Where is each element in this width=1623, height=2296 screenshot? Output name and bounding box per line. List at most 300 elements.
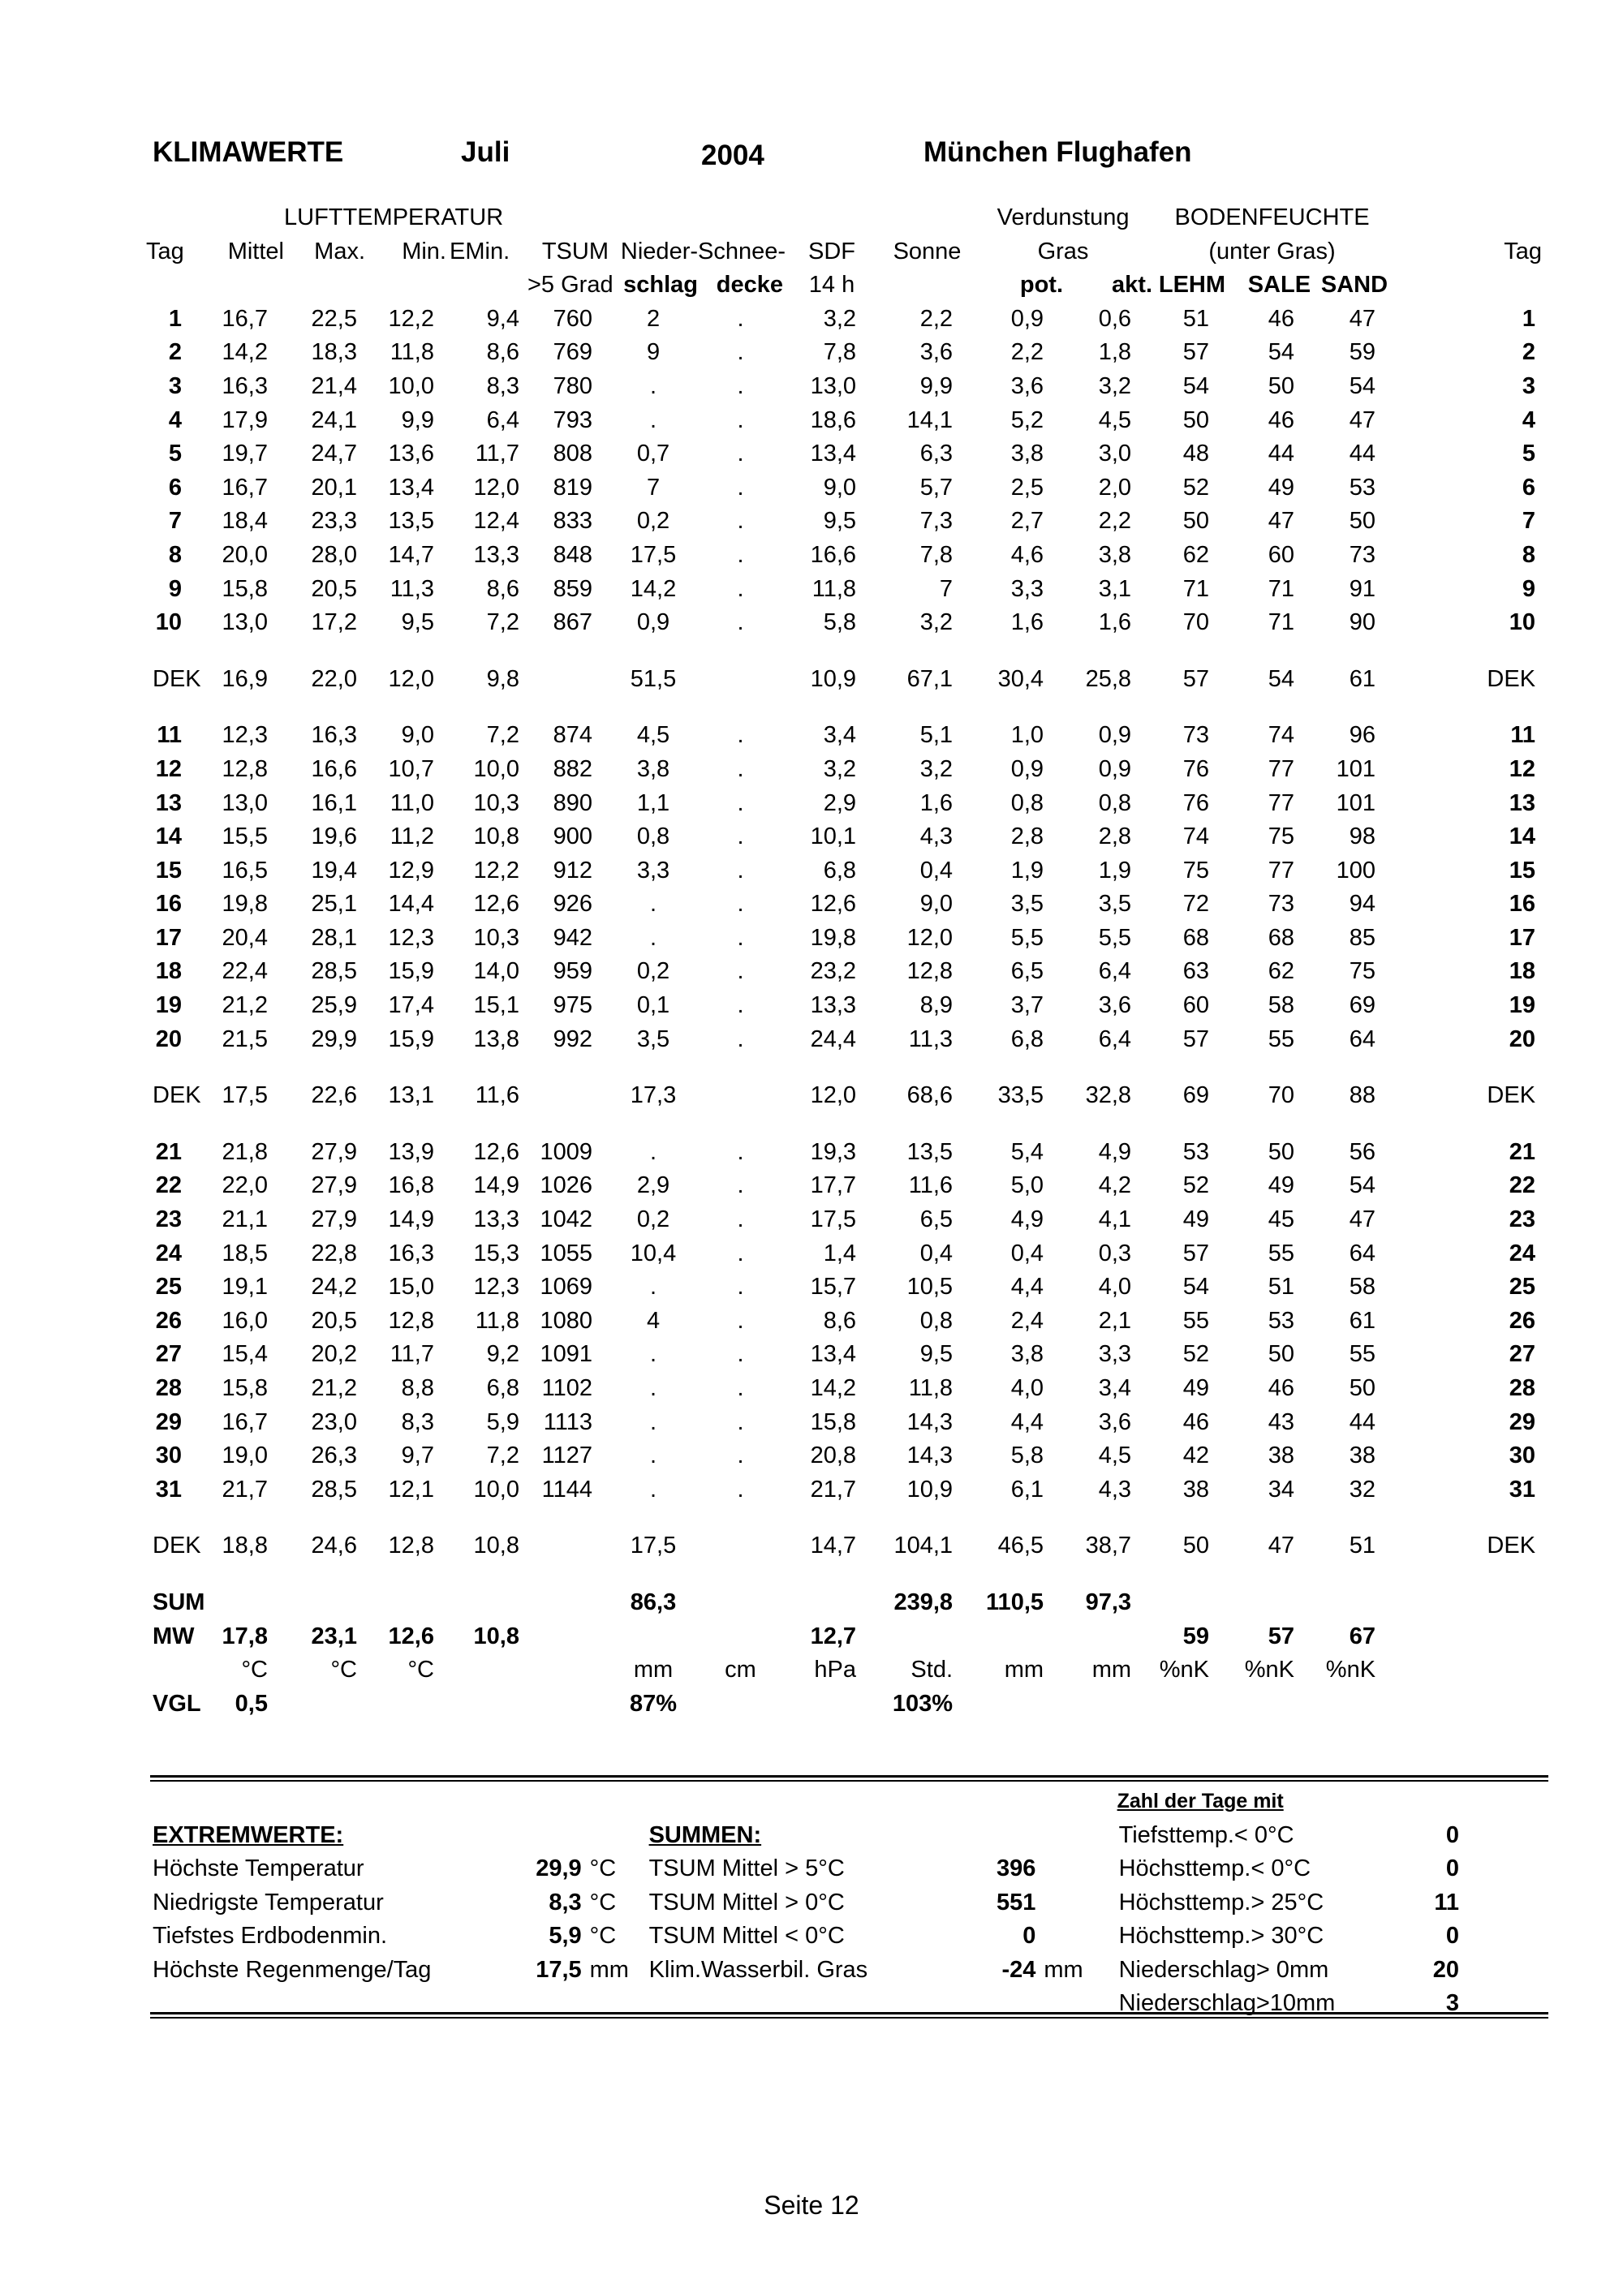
cell: 19,3 bbox=[810, 1138, 857, 1165]
footer-cell-zl: Tiefsttemp.< 0°C bbox=[1118, 1821, 1294, 1848]
cell: 17,4 bbox=[388, 992, 434, 1019]
cell: 19 bbox=[1509, 992, 1536, 1019]
cell: 3,5 bbox=[1010, 891, 1044, 918]
cell: 28 bbox=[155, 1375, 182, 1401]
cell: DEK bbox=[153, 665, 201, 692]
cell: . bbox=[737, 305, 744, 332]
footer-cell-el: Höchste Regenmenge/Tag bbox=[153, 1956, 432, 1983]
footer-cell-ev: 29,9 bbox=[536, 1855, 582, 1881]
cell: 24,1 bbox=[311, 406, 357, 433]
day-row bbox=[146, 922, 1542, 956]
double-rule-bottom-1 bbox=[150, 2012, 1548, 2014]
cell: 2 bbox=[646, 305, 661, 332]
cell: 27,9 bbox=[311, 1172, 357, 1199]
cell bbox=[698, 1620, 783, 1654]
cell: 73 bbox=[1182, 722, 1210, 749]
cell: 867 bbox=[553, 609, 593, 636]
cell: 7,8 bbox=[919, 541, 954, 568]
cell: 53 bbox=[1349, 474, 1376, 501]
cell: 0,9 bbox=[636, 609, 670, 636]
cell: 104,1 bbox=[893, 1533, 954, 1559]
cell: 15,8 bbox=[222, 1375, 268, 1401]
cell: 20,2 bbox=[311, 1341, 357, 1368]
cell: 11,6 bbox=[475, 1082, 519, 1109]
cell: 19,0 bbox=[222, 1443, 268, 1469]
cell: %nK bbox=[1325, 1657, 1376, 1683]
col-min: Min. bbox=[402, 238, 446, 264]
cell: 12,2 bbox=[473, 857, 519, 884]
cell: 47 bbox=[1349, 305, 1376, 332]
cell: 38,7 bbox=[1085, 1533, 1132, 1559]
cell: 4,5 bbox=[1098, 1443, 1132, 1469]
cell: . bbox=[737, 755, 744, 782]
day-row bbox=[146, 989, 1542, 1023]
footer-cell-sv bbox=[994, 1819, 1036, 1853]
cell: 54 bbox=[1268, 665, 1295, 692]
cell: 4,4 bbox=[1010, 1274, 1044, 1301]
cell: %nK bbox=[1159, 1657, 1210, 1683]
cell: 9 bbox=[1522, 575, 1536, 602]
cell: 77 bbox=[1268, 857, 1295, 884]
cell: 13,3 bbox=[810, 992, 857, 1019]
cell: 11,8 bbox=[908, 1375, 954, 1401]
day-row bbox=[146, 303, 1542, 337]
col-akt: akt. bbox=[1112, 272, 1153, 299]
cell: 12,9 bbox=[388, 857, 434, 884]
cell: 1080 bbox=[540, 1307, 593, 1334]
cell: 33,5 bbox=[997, 1082, 1044, 1109]
cell: 69 bbox=[1182, 1082, 1210, 1109]
cell: 12,6 bbox=[388, 1623, 434, 1649]
cell: 50 bbox=[1349, 508, 1376, 535]
report-month: Juli bbox=[461, 136, 510, 168]
cell: 10 bbox=[1509, 609, 1536, 636]
cell: 2,7 bbox=[1010, 508, 1044, 535]
cell: 30,4 bbox=[997, 665, 1044, 692]
cell: 22,0 bbox=[222, 1172, 268, 1199]
cell: 6 bbox=[168, 474, 182, 501]
footer-cell-eu: °C bbox=[589, 1855, 617, 1881]
footer-row bbox=[153, 1886, 1532, 1920]
cell: 890 bbox=[553, 789, 593, 816]
cell: 769 bbox=[553, 339, 593, 366]
cell: 49 bbox=[1182, 1206, 1210, 1233]
cell: 14,4 bbox=[388, 891, 434, 918]
col-14h: 14 h bbox=[808, 272, 855, 299]
cell: . bbox=[649, 891, 657, 918]
cell: 19,6 bbox=[311, 823, 357, 850]
cell: 21,7 bbox=[222, 1476, 268, 1503]
cell: 9,9 bbox=[919, 372, 954, 399]
cell: . bbox=[737, 857, 744, 884]
day-row bbox=[146, 437, 1542, 471]
cell: 56 bbox=[1349, 1138, 1376, 1165]
cell: DEK bbox=[1487, 665, 1536, 692]
cell: 9,2 bbox=[486, 1341, 519, 1368]
day-row bbox=[146, 539, 1542, 573]
cell: 16,1 bbox=[311, 789, 357, 816]
cell: 64 bbox=[1349, 1025, 1376, 1052]
cell: 15,0 bbox=[388, 1274, 434, 1301]
cell: 7 bbox=[1522, 508, 1536, 535]
cell: 19,1 bbox=[222, 1274, 268, 1301]
cell: 3 bbox=[168, 372, 182, 399]
cell: 5,2 bbox=[1010, 406, 1044, 433]
cell: 77 bbox=[1268, 789, 1295, 816]
cell: 19,8 bbox=[810, 924, 857, 951]
day-row bbox=[146, 505, 1542, 539]
cell: 57 bbox=[1182, 665, 1210, 692]
footer-cell-sv: 396 bbox=[996, 1855, 1036, 1881]
cell: 16,3 bbox=[311, 722, 357, 749]
footer-row bbox=[153, 1987, 1532, 2021]
cell: 2,8 bbox=[1098, 823, 1132, 850]
footer-title-row bbox=[153, 1785, 1532, 1819]
cell: 14,2 bbox=[630, 575, 677, 602]
cell: 54 bbox=[1182, 372, 1210, 399]
cell: . bbox=[737, 1307, 744, 1334]
footer-cell-zl: Höchsttemp.> 25°C bbox=[1118, 1889, 1324, 1915]
cell: DEK bbox=[1487, 1082, 1536, 1109]
cell: 4,3 bbox=[1098, 1476, 1132, 1503]
cell: 926 bbox=[553, 891, 593, 918]
cell: 19,8 bbox=[222, 891, 268, 918]
cell: 0,2 bbox=[636, 958, 670, 985]
cell: 28 bbox=[1509, 1375, 1536, 1401]
day-row bbox=[146, 1237, 1542, 1271]
cell: 38 bbox=[1182, 1476, 1210, 1503]
cell: 5 bbox=[168, 441, 182, 467]
footer-cell-ev: 8,3 bbox=[549, 1889, 582, 1915]
footer-cell-sl: TSUM Mittel < 0°C bbox=[648, 1923, 845, 1949]
cell: 8,6 bbox=[486, 339, 519, 366]
cell: 30 bbox=[1509, 1443, 1536, 1469]
cell: 1,4 bbox=[823, 1240, 857, 1266]
cell: . bbox=[737, 406, 744, 433]
footer-cell-ev: 5,9 bbox=[549, 1923, 582, 1949]
cell: 2,0 bbox=[1098, 474, 1132, 501]
col-schnee: Schnee- bbox=[698, 238, 786, 264]
cell: 43 bbox=[1268, 1408, 1295, 1435]
cell: 7,2 bbox=[486, 609, 519, 636]
cell: 75 bbox=[1182, 857, 1210, 884]
cell: 3,7 bbox=[1010, 992, 1044, 1019]
day-row bbox=[146, 1372, 1542, 1406]
cell: 4,2 bbox=[1098, 1172, 1132, 1199]
cell: 3,2 bbox=[919, 609, 954, 636]
cell: 23,2 bbox=[810, 958, 857, 985]
cell: 3,4 bbox=[823, 722, 857, 749]
cell: 2,9 bbox=[823, 789, 857, 816]
cell: 73 bbox=[1349, 541, 1376, 568]
cell: 7 bbox=[646, 474, 661, 501]
col-mittel: Mittel bbox=[227, 238, 284, 264]
cell bbox=[974, 1620, 1063, 1654]
decade-summary-row bbox=[146, 1529, 1542, 1563]
cell: 44 bbox=[1349, 1408, 1376, 1435]
cell: 28,5 bbox=[311, 958, 357, 985]
cell: 3,2 bbox=[823, 755, 857, 782]
cell bbox=[446, 1688, 527, 1722]
cell: 21,8 bbox=[222, 1138, 268, 1165]
cell: 18,5 bbox=[222, 1240, 268, 1266]
cell: 54 bbox=[1182, 1274, 1210, 1301]
page-number: Seite 12 bbox=[764, 2191, 859, 2220]
cell: 8 bbox=[168, 541, 182, 568]
row-gap bbox=[146, 1507, 1542, 1529]
col-nieder: Nieder- bbox=[620, 238, 699, 264]
footer-cell-zv: 11 bbox=[1434, 1889, 1459, 1915]
row-gap bbox=[146, 1563, 1542, 1586]
col-lehm: LEHM bbox=[1158, 272, 1226, 299]
day-row bbox=[146, 854, 1542, 888]
cell: 17,5 bbox=[222, 1082, 268, 1109]
cell: 45 bbox=[1268, 1206, 1295, 1233]
cell bbox=[1311, 1688, 1392, 1722]
cell: 11,8 bbox=[812, 575, 857, 602]
cell: 239,8 bbox=[893, 1589, 954, 1615]
gap-cell bbox=[146, 640, 1542, 663]
cell: 1069 bbox=[540, 1274, 593, 1301]
cell: . bbox=[649, 1408, 657, 1435]
footer-cell-eu bbox=[582, 1819, 649, 1853]
cell: 8,6 bbox=[823, 1307, 857, 1334]
cell: 3,2 bbox=[823, 305, 857, 332]
cell: 1009 bbox=[540, 1138, 593, 1165]
cell: 992 bbox=[553, 1025, 593, 1052]
cell: 14,2 bbox=[810, 1375, 857, 1401]
zahl-der-tage-title: Zahl der Tage mit bbox=[1117, 1790, 1284, 1812]
cell: 15,5 bbox=[222, 823, 268, 850]
cell: 44 bbox=[1349, 441, 1376, 467]
cell: 12,6 bbox=[473, 1138, 519, 1165]
cell: 3,8 bbox=[636, 755, 670, 782]
footer-cell-zl: Niederschlag> 0mm bbox=[1118, 1956, 1329, 1983]
cell: 23,1 bbox=[311, 1623, 357, 1649]
cell: 8,3 bbox=[401, 1408, 434, 1435]
cell: 72 bbox=[1182, 891, 1210, 918]
cell: 12,0 bbox=[906, 924, 954, 951]
cell: 2 bbox=[1522, 339, 1536, 366]
cell: 46 bbox=[1268, 305, 1295, 332]
cell: 24 bbox=[155, 1240, 182, 1266]
cell: 110,5 bbox=[986, 1589, 1044, 1615]
cell: 17,5 bbox=[630, 541, 677, 568]
double-rule-bottom-2 bbox=[150, 2017, 1548, 2019]
cell: 975 bbox=[553, 992, 593, 1019]
cell: 11,6 bbox=[908, 1172, 954, 1199]
day-row bbox=[146, 404, 1542, 438]
cell: 25,1 bbox=[311, 891, 357, 918]
cell bbox=[698, 663, 783, 697]
cell: 17,5 bbox=[630, 1533, 677, 1559]
cell: . bbox=[737, 339, 744, 366]
day-row bbox=[146, 820, 1542, 854]
cell: 50 bbox=[1268, 372, 1295, 399]
cell: 32 bbox=[1349, 1476, 1376, 1503]
footer-cell-zl: Niederschlag>10mm bbox=[1118, 1990, 1336, 2016]
cell: 808 bbox=[553, 441, 593, 467]
cell: 13,4 bbox=[388, 474, 434, 501]
cell: 42 bbox=[1182, 1443, 1210, 1469]
cell: 6 bbox=[1522, 474, 1536, 501]
cell: 13,0 bbox=[810, 372, 857, 399]
cell: 12,3 bbox=[473, 1274, 519, 1301]
cell bbox=[527, 1688, 609, 1722]
cell: 1091 bbox=[540, 1341, 593, 1368]
footer-cell-zl: Höchsttemp.> 30°C bbox=[1118, 1923, 1324, 1949]
col-gras: Gras bbox=[1037, 238, 1089, 264]
col-group-bodenfeuchte: BODENFEUCHTE bbox=[1174, 204, 1370, 230]
cell: 76 bbox=[1182, 789, 1210, 816]
footer-cell-zv: 0 bbox=[1445, 1855, 1459, 1881]
cell: 24 bbox=[1509, 1240, 1536, 1266]
cell: 2,8 bbox=[1010, 823, 1044, 850]
extremwerte-title: EXTREMWERTE: bbox=[153, 1821, 344, 1848]
cell: 4,0 bbox=[1098, 1274, 1132, 1301]
cell: 38 bbox=[1349, 1443, 1376, 1469]
cell: 12,1 bbox=[388, 1476, 434, 1503]
cell: 1,9 bbox=[1010, 857, 1044, 884]
cell bbox=[698, 1688, 783, 1722]
cell: 17 bbox=[1509, 924, 1536, 951]
cell: . bbox=[737, 992, 744, 1019]
cell: 87% bbox=[629, 1690, 678, 1717]
cell: 0,8 bbox=[636, 823, 670, 850]
cell: 6,8 bbox=[486, 1375, 519, 1401]
cell: 59 bbox=[1182, 1623, 1210, 1649]
cell: 15,8 bbox=[810, 1408, 857, 1435]
cell: 1,0 bbox=[1010, 722, 1044, 749]
mean-row bbox=[146, 1620, 1542, 1654]
cell: 12,7 bbox=[810, 1623, 857, 1649]
footer-cell-su bbox=[1035, 1819, 1086, 1853]
cell: 25 bbox=[155, 1274, 182, 1301]
cell: 57 bbox=[1182, 1240, 1210, 1266]
cell: 6,8 bbox=[823, 857, 857, 884]
footer-row bbox=[153, 1954, 1532, 1988]
cell: 3,8 bbox=[1010, 441, 1044, 467]
cell: 60 bbox=[1182, 992, 1210, 1019]
cell: 47 bbox=[1268, 1533, 1295, 1559]
cell: 49 bbox=[1182, 1375, 1210, 1401]
cell: 28,0 bbox=[311, 541, 357, 568]
cell: 3,8 bbox=[1098, 541, 1132, 568]
cell: 20,5 bbox=[311, 1307, 357, 1334]
cell: 54 bbox=[1349, 372, 1376, 399]
cell: 1055 bbox=[540, 1240, 593, 1266]
cell: 61 bbox=[1349, 665, 1376, 692]
header-row-2 bbox=[146, 235, 1542, 269]
cell: . bbox=[737, 1375, 744, 1401]
footer-cell-ev bbox=[506, 1819, 581, 1853]
col-sale: SALE bbox=[1247, 272, 1311, 299]
cell: . bbox=[737, 1443, 744, 1469]
report-title: KLIMAWERTE bbox=[153, 136, 344, 168]
cell: 16,3 bbox=[388, 1240, 434, 1266]
cell: °C bbox=[241, 1657, 268, 1683]
cell: 848 bbox=[553, 541, 593, 568]
cell: 20,8 bbox=[810, 1443, 857, 1469]
cell bbox=[365, 1688, 446, 1722]
cell: 11,3 bbox=[390, 575, 434, 602]
cell: 51 bbox=[1268, 1274, 1295, 1301]
cell: 58 bbox=[1349, 1274, 1376, 1301]
day-row bbox=[146, 1023, 1542, 1057]
cell: 2,2 bbox=[1098, 508, 1132, 535]
cell: 24,6 bbox=[311, 1533, 357, 1559]
footer-cell-sl: TSUM Mittel > 0°C bbox=[648, 1889, 845, 1915]
cell: 0,9 bbox=[1010, 305, 1044, 332]
cell: . bbox=[649, 372, 657, 399]
cell: . bbox=[737, 1240, 744, 1266]
cell: . bbox=[737, 474, 744, 501]
day-row bbox=[146, 1439, 1542, 1473]
cell: . bbox=[737, 1025, 744, 1052]
footer-cell-ev bbox=[506, 1987, 581, 2021]
comparison-row bbox=[146, 1688, 1542, 1722]
cell: 48 bbox=[1182, 441, 1210, 467]
footer-cell-ev: 17,5 bbox=[536, 1956, 582, 1983]
cell: 9 bbox=[646, 339, 661, 366]
cell: SUM bbox=[153, 1589, 205, 1615]
cell: 9,0 bbox=[823, 474, 857, 501]
cell: 16,7 bbox=[222, 1408, 268, 1435]
cell: mm bbox=[1091, 1657, 1132, 1683]
cell bbox=[1392, 1620, 1542, 1654]
day-row bbox=[146, 1338, 1542, 1372]
footer-cell-su bbox=[1035, 1886, 1086, 1920]
cell: 10,0 bbox=[473, 1476, 519, 1503]
cell: 8,8 bbox=[401, 1375, 434, 1401]
cell: . bbox=[649, 1341, 657, 1368]
cell: 0,7 bbox=[636, 441, 670, 467]
cell: 11,8 bbox=[390, 339, 434, 366]
footer-cell-su: mm bbox=[1044, 1956, 1083, 1983]
cell: 49 bbox=[1268, 474, 1295, 501]
day-row bbox=[146, 336, 1542, 370]
cell: 26,3 bbox=[311, 1443, 357, 1469]
cell: 3,3 bbox=[1010, 575, 1044, 602]
cell: 22,0 bbox=[311, 665, 357, 692]
col-group-verdunstung: Verdunstung bbox=[997, 204, 1130, 230]
cell: 10,0 bbox=[473, 755, 519, 782]
cell: 0,5 bbox=[235, 1690, 268, 1717]
cell: 10,4 bbox=[630, 1240, 677, 1266]
cell: 13,8 bbox=[473, 1025, 519, 1052]
cell: 5,4 bbox=[1010, 1138, 1044, 1165]
cell: 17,5 bbox=[810, 1206, 857, 1233]
cell: 14,9 bbox=[473, 1172, 519, 1199]
cell: 5,8 bbox=[823, 609, 857, 636]
cell bbox=[527, 1620, 609, 1654]
cell: 18 bbox=[1509, 958, 1536, 985]
col-tag: Tag bbox=[146, 238, 184, 264]
cell: 23 bbox=[1509, 1206, 1536, 1233]
cell bbox=[698, 1586, 783, 1620]
cell: 59 bbox=[1349, 339, 1376, 366]
cell: . bbox=[737, 609, 744, 636]
cell: 18,8 bbox=[222, 1533, 268, 1559]
cell: 6,4 bbox=[1098, 958, 1132, 985]
cell: mm bbox=[1004, 1657, 1044, 1683]
cell: 6,3 bbox=[919, 441, 954, 467]
cell: 100 bbox=[1336, 857, 1376, 884]
cell: 0,3 bbox=[1098, 1240, 1132, 1266]
cell: 2,5 bbox=[1010, 474, 1044, 501]
row-gap bbox=[146, 1056, 1542, 1079]
cell: 4,4 bbox=[1010, 1408, 1044, 1435]
